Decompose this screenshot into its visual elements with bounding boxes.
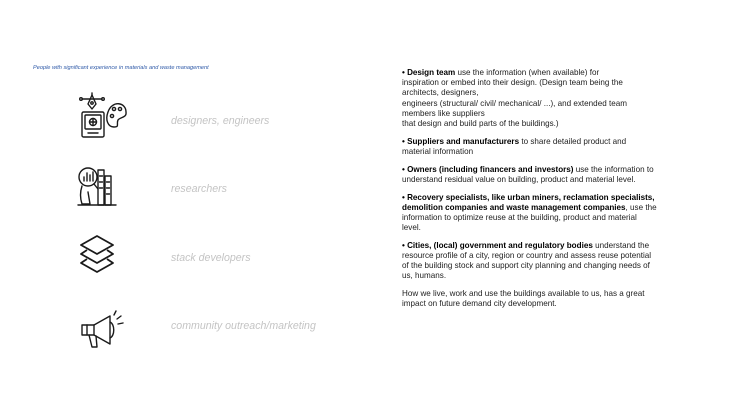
- stack-layers-icon: [77, 233, 117, 277]
- role-label-designers: designers, engineers: [171, 115, 270, 127]
- stakeholder-design-team: • Design team use the information (when available) for inspiration or embed into their design. (Design team being the architects, designers, engineers (structural/ civil/ mechanical/ ...), and extended team members like suppliers that design and build parts of the buildings.): [402, 68, 627, 129]
- stakeholder-cities: • Cities, (local) government and regulatory bodies understand the resource profile of a city, region or country and assess reuse potential of the building stock and support city planning and changing needs of us, humans.: [402, 240, 652, 281]
- stakeholder-suppliers: • Suppliers and manufacturers to share detailed product and material information: [402, 136, 627, 156]
- role-label-community-outreach: community outreach/marketing: [171, 320, 316, 332]
- stakeholder-list: [402, 68, 694, 317]
- role-label-researchers: researchers: [171, 183, 227, 195]
- stakeholder-recovery-specialists: • Recovery specialists, like urban miners, reclamation specialists, demolition companies and waste management companies, use the information to optimize reuse at the building, product and material level.: [402, 192, 657, 233]
- stakeholder-owners: • Owners (including financers and investors) use the information to understand residual value on building, product and material level.: [402, 164, 654, 184]
- megaphone-icon: [80, 309, 130, 353]
- closing-statement: How we live, work and use the buildings available to us, has a great impact on future demand city development.: [402, 289, 645, 309]
- slide-subtitle: People with significant experience in materials and waste management: [33, 65, 209, 71]
- designer-tools-icon: [76, 92, 131, 142]
- role-label-stack-developers: stack developers: [171, 252, 251, 264]
- research-magnifier-icon: [76, 162, 126, 208]
